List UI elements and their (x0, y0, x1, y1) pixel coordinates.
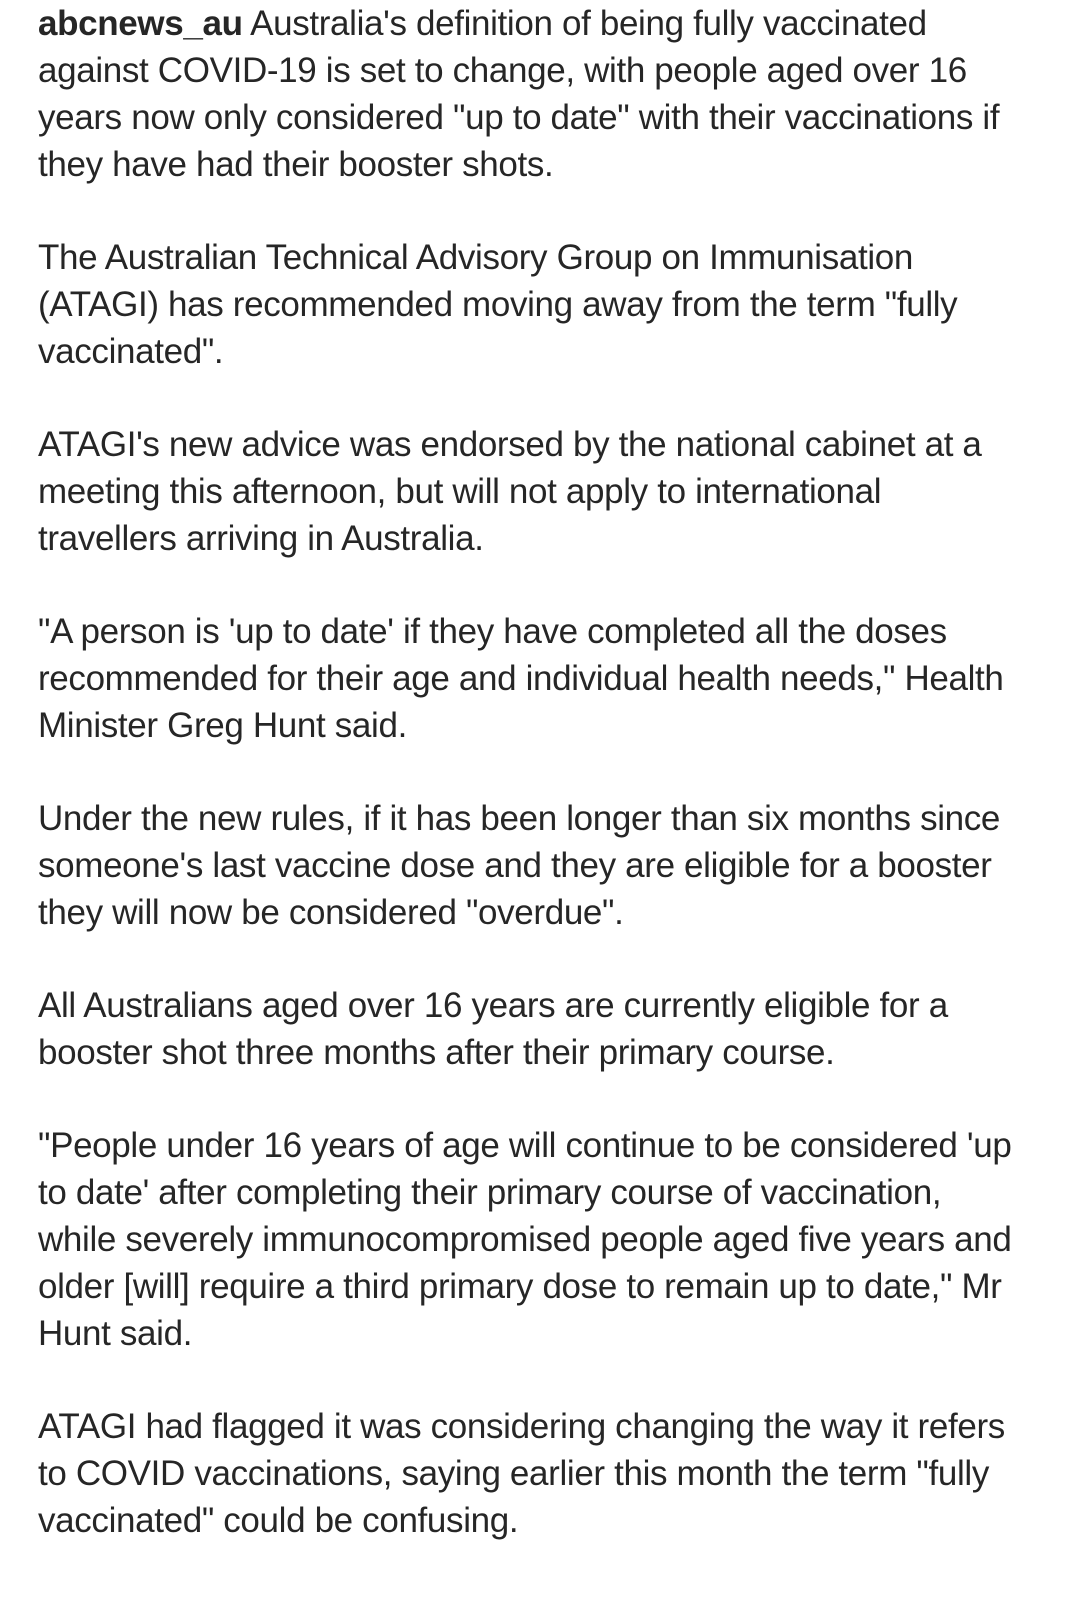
caption-paragraph-8: ATAGI had flagged it was considering changing the way it refers to COVID vaccinations, saying earlier this month the term "fully vaccinated" could be confusing. (38, 1407, 1005, 1540)
caption-text: Australia's definition of being fully vaccinated against COVID-19 is set to change, with people aged over 16 years now only considered "up to date" with their vaccinations if they have had their booster shots. (38, 4, 1000, 184)
caption-paragraph-2: The Australian Technical Advisory Group on Immunisation (ATAGI) has recommended moving away from the term "fully vaccinated". (38, 238, 958, 371)
caption-paragraph-6: All Australians aged over 16 years are currently eligible for a booster shot three months after their primary course. (38, 986, 948, 1072)
caption-paragraph-5: Under the new rules, if it has been longer than six months since someone's last vaccine dose and they are eligible for a booster they will now be considered "overdue". (38, 799, 1001, 932)
post-username-link[interactable]: abcnews_au (38, 4, 243, 43)
caption-paragraph-1 (38, 0, 1026, 188)
caption-paragraph-7: "People under 16 years of age will continue to be considered 'up to date' after completing their primary course of vaccination, while severely immunocompromised people aged five years and older [will] require a third primary dose to remain up to date," Mr Hunt said. (38, 1126, 1012, 1353)
caption-paragraph-3: ATAGI's new advice was endorsed by the national cabinet at a meeting this afternoon, but will not apply to international travellers arriving in Australia. (38, 425, 982, 558)
caption-paragraph-4: "A person is 'up to date' if they have completed all the doses recommended for their age and individual health needs," Health Minister Greg Hunt said. (38, 612, 1004, 745)
